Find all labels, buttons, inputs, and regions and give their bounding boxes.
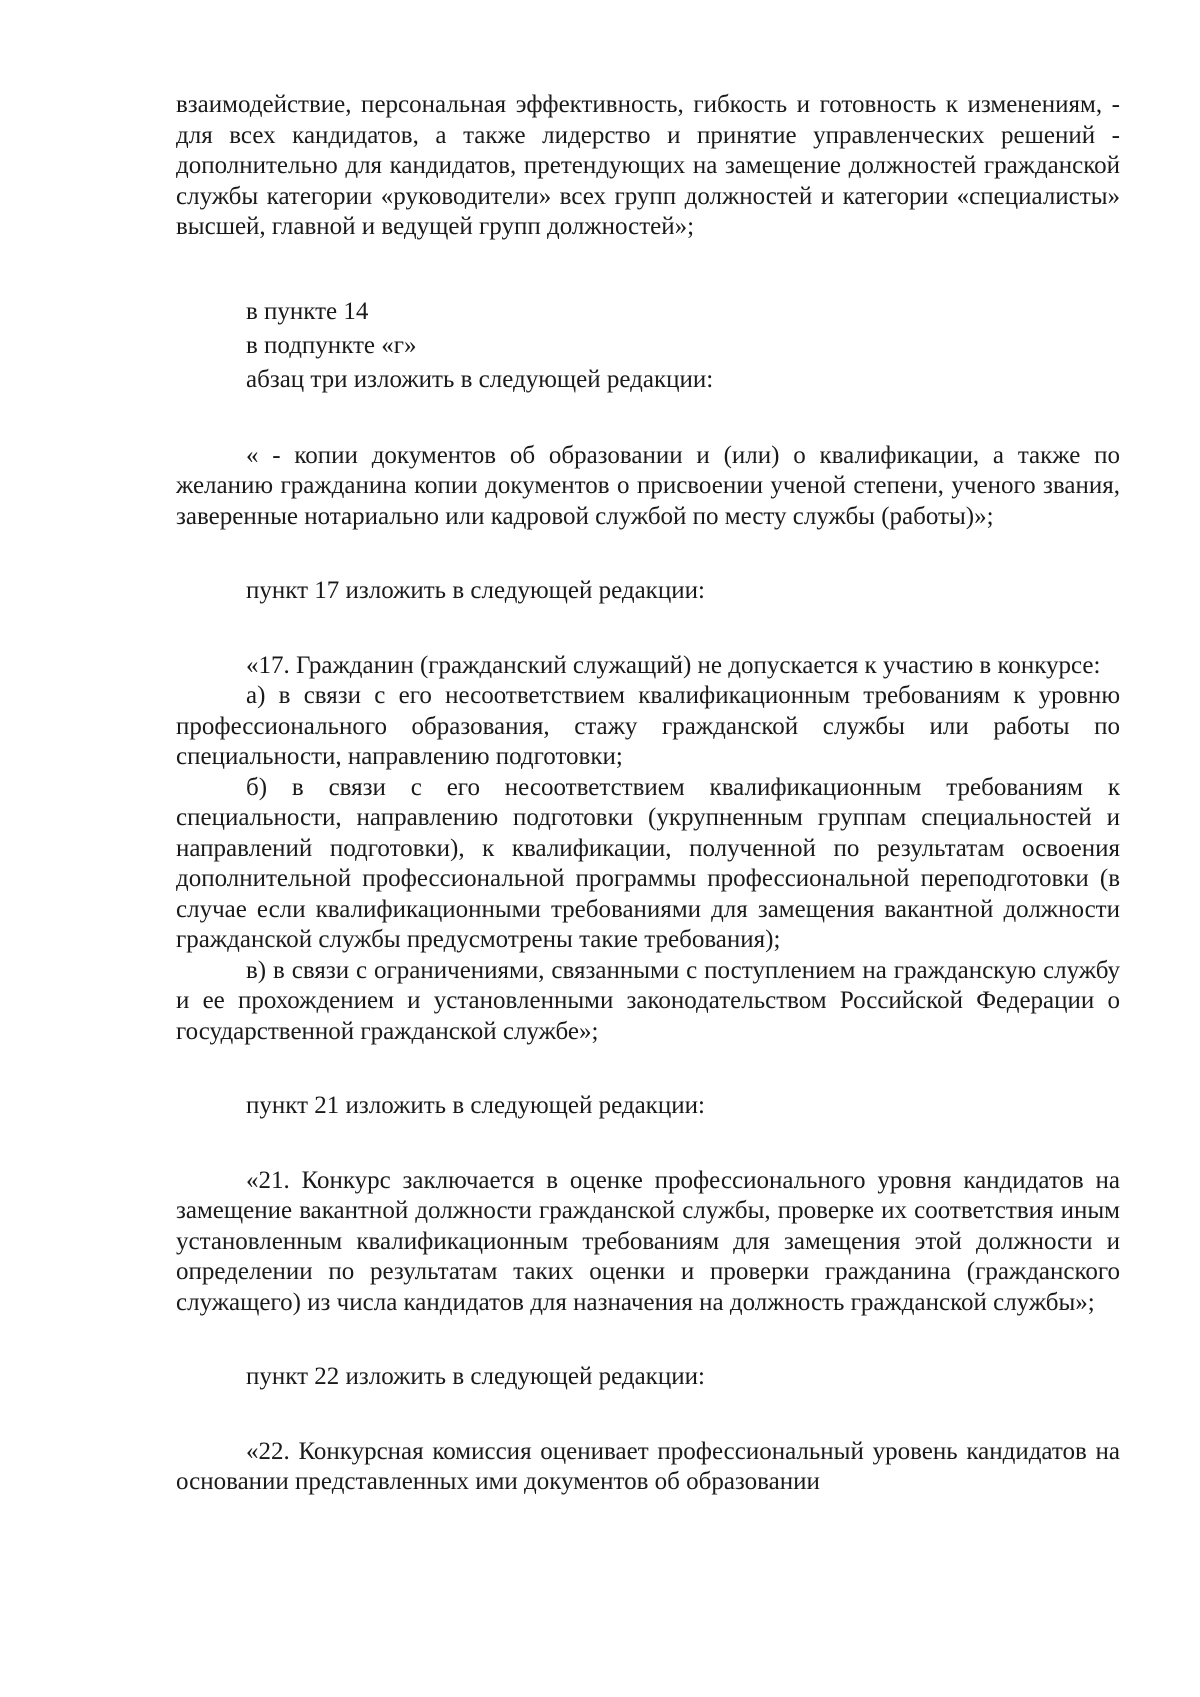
paragraph-competencies: взаимодействие, персональная эффективность, гибкость и готовность к изменениям, - для всех кандидатов, а также лидерство и принятие управленческих решений - дополнительно для кандидатов, претендующих на замещение должностей гражданской службы категории «руководители» всех групп должностей и категории «специалисты» высшей, главной и ведущей групп должностей»; — [176, 91, 1120, 240]
item21-intro: пункт 21 изложить в следующей редакции: — [246, 1092, 705, 1119]
item14-instructions — [176, 295, 1120, 397]
document-body — [176, 90, 1120, 1498]
item21-text: «21. Конкурс заключается в оценке профессионального уровня кандидатов на замещение вакантной должности гражданской службы, проверке их соответствия иным установленным квалификационным требованиям для замещения этой должности и определении по результатам таких оценки и проверки гражданина (гражданского служащего) из числа кандидатов для назначения на должность гражданской службы»; — [176, 1166, 1120, 1316]
item14-line2: в подпункте «г» — [246, 331, 417, 359]
item14-line1: в пункте 14 — [246, 297, 369, 325]
item17-subitem-b: б) в связи с его несоответствием квалификационным требованиям к специальности, направлению подготовки (укрупненным группам специальностей и направлений подготовки), к квалификации, полученной по результатам освоения дополнительной профессиональной программы профессиональной переподготовки (в случае если квалификационными требованиями для замещения вакантной должности гражданской службы предусмотрены такие требования); — [176, 773, 1120, 953]
item17-text: «17. Гражданин (гражданский служащий) не допускается к участию в конкурсе: — [246, 651, 1101, 679]
item17-intro: пункт 17 изложить в следующей редакции: — [246, 577, 705, 604]
item22-intro: пункт 22 изложить в следующей редакции: — [246, 1363, 705, 1390]
paragraph-copies: « - копии документов об образовании и (или) о квалификации, а также по желанию гражданина копии документов о присвоении ученой степени, ученого звания, заверенные нотариально или кадровой службой по месту службы (работы)»; — [176, 441, 1120, 530]
item17-subitem-c: в) в связи с ограничениями, связанными с поступлением на гражданскую службу и ее прохождением и установленными законодательством Российской Федерации о государственной гражданской службе»; — [176, 956, 1120, 1045]
item14-line3: абзац три изложить в следующей редакции: — [246, 365, 714, 393]
item22-text: «22. Конкурсная комиссия оценивает профессиональный уровень кандидатов на основании представленных ими документов об образовании — [176, 1437, 1120, 1495]
item17-subitem-a: а) в связи с его несоответствием квалификационным требованиям к уровню профессионального образования, стажу гражданской службы или работы по специальности, направлению подготовки; — [176, 682, 1120, 770]
